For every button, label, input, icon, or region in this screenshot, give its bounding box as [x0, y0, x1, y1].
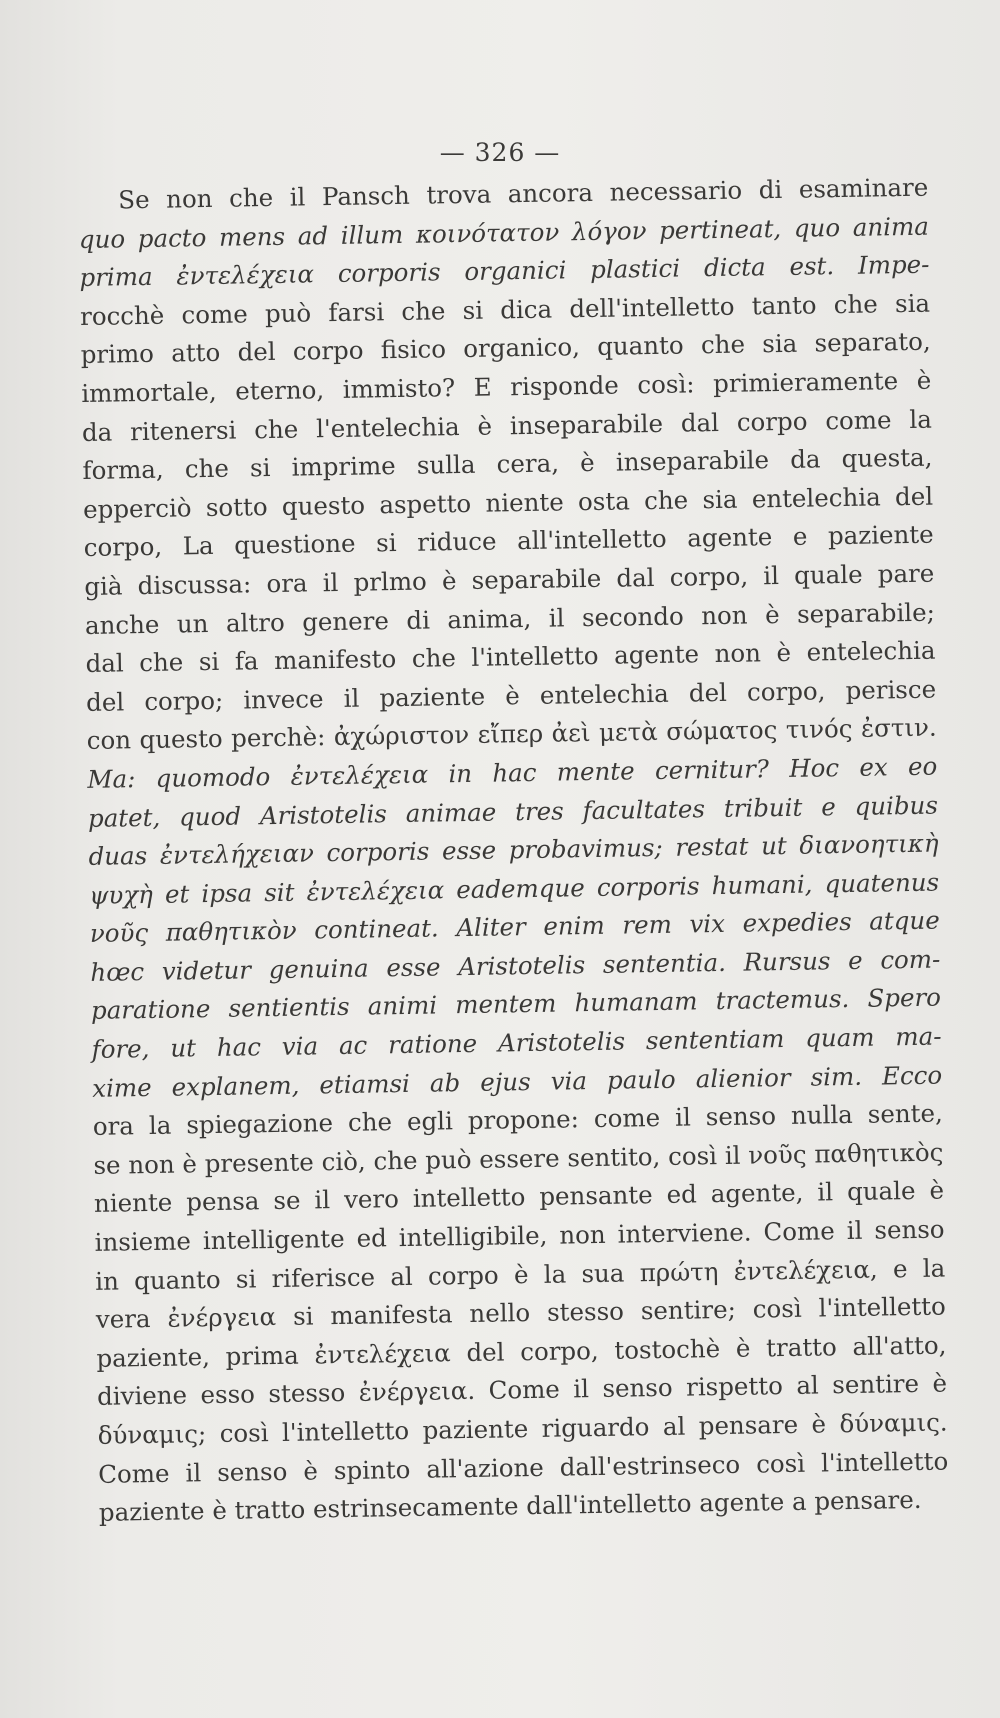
text-line: Ma: quomodo ἐντελέχεια in hac mente cernitur? Hoc ex eo	[87, 751, 938, 794]
text-line: corpo, La questione si riduce all'intelletto agente e paziente	[83, 519, 934, 563]
text-line: fore, ut hac via ac ratione Aristotelis sententiam quam ma-	[91, 1021, 942, 1064]
text-line: duas ἐντελήχειαν corporis esse probavimus; restat ut διανοητικὴ	[88, 828, 939, 872]
text-line: già discussa: ora il prlmo è separabile dal corpo, il quale pare	[84, 558, 935, 601]
body-text	[78, 169, 949, 1533]
text-line: ψυχὴ et ipsa sit ἐντελέχεια eademque corporis humani, quatenus	[88, 867, 940, 910]
text-line: anche un altro genere di anima, il secondo non è separabile;	[84, 597, 936, 640]
text-line: se non è presente ciò, che può essere sentito, così il νοῦς παθητικὸς	[93, 1137, 944, 1180]
text-line: rocchè come può farsi che si dica dell'intelletto tanto che sia	[79, 288, 931, 331]
text-line: xime explanem, etiamsi ab ejus via paulo alienior sim. Ecco	[92, 1060, 943, 1103]
text-line: epperciò sotto questo aspetto niente osta che sia entelechia del	[82, 481, 934, 524]
text-line: Se non che il Pansch trova ancora necessario di esaminare	[118, 172, 929, 215]
text-line: ora la spiegazione che egli propone: come il senso nulla sente,	[92, 1098, 943, 1142]
text-line: Come il senso è spinto all'azione dall'estrinseco così l'intelletto	[98, 1446, 949, 1489]
text-line: δύναμις; così l'intelletto paziente riguardo al pensare è δύναμις.	[97, 1407, 948, 1450]
text-line: vera ἐνέργεια si manifesta nello stesso sentire; così l'intelletto	[95, 1291, 946, 1335]
text-line: paratione sentientis animi mentem humanam tractemus. Spero	[90, 983, 942, 1026]
text-line: νοῦς παθητικὸν contineat. Aliter enim rem vix expedies atque	[89, 905, 940, 949]
text-line: paziente è tratto estrinsecamente dall'intelletto agente a pensare.	[98, 1485, 922, 1528]
text-line: primo atto del corpo fisico organico, quanto che sia separato,	[80, 327, 931, 370]
text-line: diviene esso stesso ἐνέργεια. Come il senso rispetto al sentire è	[96, 1368, 948, 1412]
page-number: — 326 —	[439, 138, 561, 167]
text-line: in quanto si riferisce al corpo è la sua πρώτη ἐντελέχεια, e la	[95, 1253, 946, 1296]
text-line: quo pacto mens ad illum κοινότατον λόγον pertineat, quo anima	[78, 211, 930, 254]
text-line: immortale, eterno, immisto? E risponde così: primieramente è	[81, 365, 932, 408]
text-line: hœc videtur genuina esse Aristotelis sententia. Rursus e com-	[90, 944, 941, 987]
text-line: del corpo; invece il paziente è entelechia del corpo, perisce	[85, 674, 937, 717]
text-line: niente pensa se il vero intelletto pensante ed agente, il quale è	[93, 1175, 945, 1219]
text-line: forma, che si imprime sulla cera, è inseparabile da questa,	[82, 442, 933, 486]
text-line: prima ἐντελέχεια corporis organici plastici dicta est. Impe-	[79, 249, 930, 293]
text-line: paziente, prima ἐντελέχεια del corpo, tostochè è tratto all'atto,	[96, 1330, 947, 1373]
text-line: con questo perchè: ἀχώριστον εἴπερ ἀεὶ μετὰ σώματος τινός ἐστιν.	[86, 712, 937, 756]
text-line: insieme intelligente ed intelligibile, non interviene. Come il senso	[94, 1214, 945, 1257]
text-line: da ritenersi che l'entelechia è inseparabile dal corpo come la	[81, 404, 933, 447]
text-line: dal che si fa manifesto che l'intelletto agente non è entelechia	[85, 635, 936, 679]
text-line: patet, quod Aristotelis animae tres facultates tribuit e quibus	[87, 790, 939, 833]
